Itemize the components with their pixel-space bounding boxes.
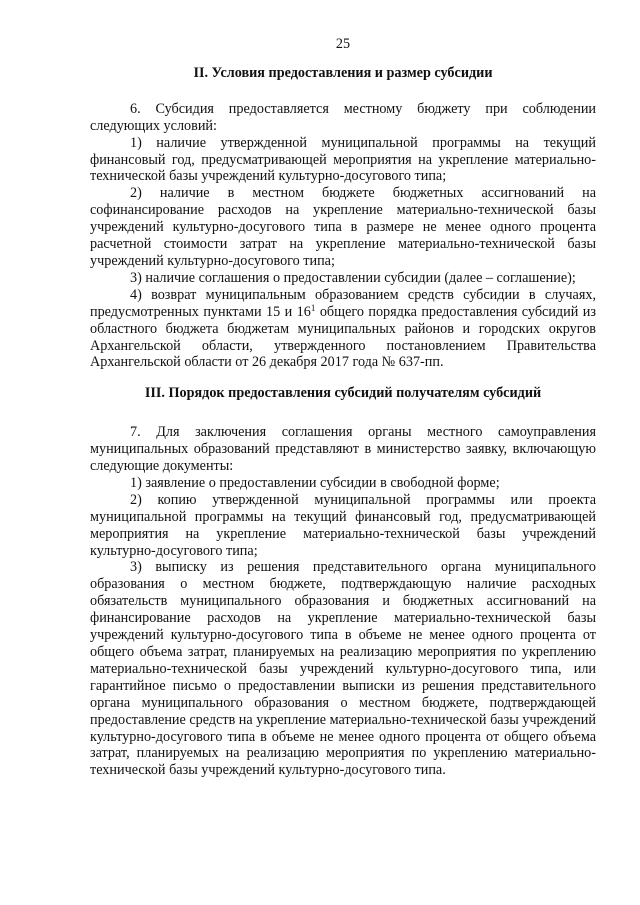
paragraph-7: 7. Для заключения соглашения органы местного самоуправления муниципальных образований представляют в министерство заявку, включающую следующие документы: xyxy=(90,424,596,475)
document-page xyxy=(90,36,596,779)
condition-item-3: 3) наличие соглашения о предоставлении субсидии (далее – соглашение); xyxy=(130,269,576,286)
condition-item-1: 1) наличие утвержденной муниципальной программы на текущий финансовый год, предусматривающей мероприятия на укрепление материально-технической базы учреждений культурно-досугового типа; xyxy=(90,134,596,185)
document-item-3: 3) выписку из решения представительного органа муниципального образования о местном бюджете, подтверждающую наличие расходных обязательств муниципального образования и бюджетных ассигнований на финансирование расходов на укрепление материально-технической базы учреждений культурно-досугового типа в объеме не менее одного процента от общего объема затрат, планируемых на реализацию мероприятия по укреплению материально-технической базы учреждений культурно-досугового типа, или гарантийное письмо о предоставлении выписки из решения представительного органа муниципального образования о местном бюджете, подтверждающей предоставление средств на укрепление материально-технической базы учреждений культурно-досугового типа в объеме не менее одного процента от общего объема затрат, планируемых на реализацию мероприятия по укреплению материально-технической базы учреждений культурно-досугового типа. xyxy=(90,559,596,779)
section-2-title: II. Условия предоставления и размер субсидии xyxy=(193,64,493,81)
condition-item-4-text-end: общего порядка предоставления субсидий из областного бюджета бюджетам муниципальных районов и городских округов Архангельской области, утвержденного постановлением Правительства Архангельской области от 26 декабря 2017 года № 637-пп. xyxy=(90,303,596,371)
document-item-2: 2) копию утвержденной муниципальной программы или проекта муниципальной программы на текущий финансовый год, предусматривающей мероприятия на укрепление материально-технической базы учреждений культурно-досугового типа; xyxy=(90,491,596,559)
paragraph-6: 6. Субсидия предоставляется местному бюджету при соблюдении следующих условий: xyxy=(90,100,596,134)
page-number: 25 xyxy=(335,36,351,52)
document-item-1: 1) заявление о предоставлении субсидии в свободной форме; xyxy=(130,474,500,491)
condition-item-2: 2) наличие в местном бюджете бюджетных ассигнований на софинансирование расходов на укрепление материально-технической базы учреждений культурно-досугового типа в размере не менее одного процента расчетной стоимости затрат на укрепление материально-технической базы учреждений культурно-досугового типа; xyxy=(90,185,596,269)
footnote-superscript: 1 xyxy=(310,302,316,313)
condition-item-4 xyxy=(90,287,596,372)
section-3-title: III. Порядок предоставления субсидий получателям субсидий xyxy=(144,385,542,402)
condition-item-4-text-start: 4) возврат муниципальным образованием средств субсидии в случаях, предусмотренных пунктами 15 и 16 xyxy=(90,286,596,320)
